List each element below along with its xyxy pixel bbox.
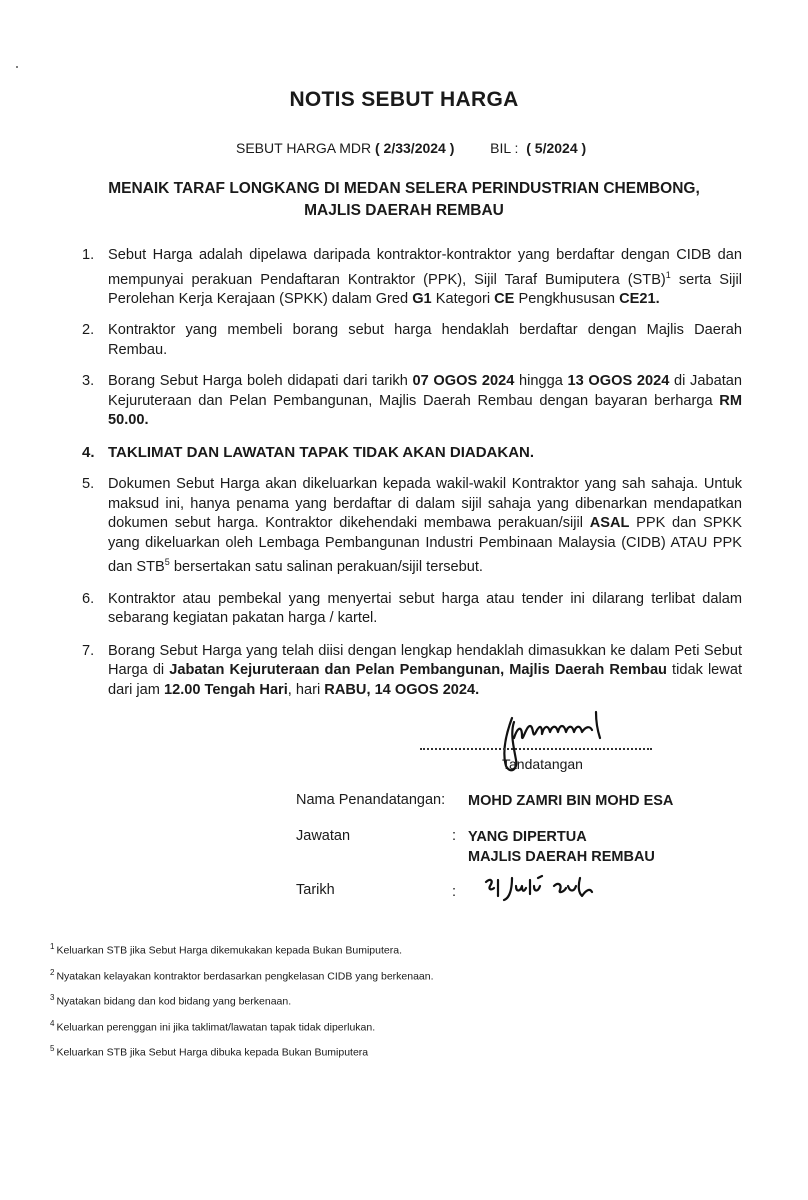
clause-text: tidak lewat dari jam bbox=[108, 662, 743, 698]
clause-number: 6. bbox=[82, 590, 95, 607]
clause-text: Borang Sebut Harga yang telah diisi dengan lengkap hendaklah dimasukkan ke dalam Peti Sebut Harga di bbox=[108, 642, 742, 679]
footnotes bbox=[50, 936, 434, 1064]
clause-number: 4. bbox=[82, 443, 95, 461]
clause-text: hingga bbox=[514, 373, 568, 390]
clause-text: Pengkhususan bbox=[514, 290, 620, 307]
position-colon: : bbox=[452, 828, 457, 844]
subject-heading bbox=[0, 178, 808, 222]
clause-text: Kategori bbox=[431, 290, 495, 307]
clause-text: bersertakan satu salinan perakuan/sijil tersebut. bbox=[169, 559, 483, 576]
clause-text: Sebut Harga adalah dipelawa daripada kontraktor-kontraktor yang berdaftar dengan CIDB dan mempunyai perakuan Pendaftaran Kontraktor (PPK), Sijil Taraf Bumiputera (STB) bbox=[108, 247, 742, 288]
footnote-5: $^5$ Keluarkan STB jika Sebut Harga dibuka kepada Bukan Bumiputera bbox=[50, 1044, 369, 1059]
signer-name-value: MOHD ZAMRI BIN MOHD ESA bbox=[468, 793, 674, 809]
clause-1 bbox=[82, 246, 742, 309]
clause-text: di Jabatan Kejuruteraan dan Pelan Pembangunan, Majlis Daerah Rembau dengan bayaran berharga bbox=[108, 373, 742, 409]
footnote-3: $^3$ Nyatakan bidang dan kod bidang yang berkenaan. bbox=[50, 993, 292, 1008]
date-from: 07 OGOS 2024 bbox=[412, 373, 515, 390]
document-title: NOTIS SEBUT HARGA bbox=[289, 88, 519, 111]
clause-text: PPK dan SPKK yang dikeluarkan oleh Lembaga Pembangunan Industri Pembinaan Malaysia (CIDB) ATAU PPK dan STB bbox=[108, 515, 742, 576]
footnote-4: $^4$ Keluarkan perenggan ini jika taklimat/lawatan tapak tidak diperlukan. bbox=[50, 1018, 376, 1033]
clause-7 bbox=[82, 642, 742, 701]
handwritten-date bbox=[480, 872, 600, 906]
clause-3 bbox=[82, 372, 742, 431]
clause-4 bbox=[82, 443, 742, 463]
position-line-1: YANG DIPERTUA bbox=[468, 829, 587, 845]
clause-6 bbox=[82, 590, 742, 629]
footnote-2: $^2$ Nyatakan kelayakan kontraktor berdasarkan pengkelasan CIDB yang berkenaan. bbox=[50, 967, 434, 982]
clause-text: Kontraktor yang membeli borang sebut harga hendaklah berdaftar dengan Majlis Daerah Rembau. bbox=[108, 322, 742, 358]
subject-line-2: MAJLIS DAERAH REMBAU bbox=[304, 202, 504, 219]
date-label: Tarikh bbox=[296, 882, 335, 898]
clause-text: Dokumen Sebut Harga akan dikeluarkan kepada wakil-wakil Kontraktor yang sah sahaja. Untuk maksud ini, hanya penama yang berdaftar di dalam sijil sahaja yang dibenarkan mendapatkan dokumen sebut harga. Kontraktor dikehendaki membawa perakuan/sijil bbox=[108, 476, 742, 532]
footnote-ref: 1 bbox=[665, 269, 671, 280]
footnote-1: $^1$ Keluarkan STB jika Sebut Harga dikemukakan kepada Bukan Bumiputera. bbox=[50, 942, 402, 957]
day-value: RABU, 14 OGOS 2024. bbox=[324, 681, 480, 698]
bil-value: ( 5/2024 ) bbox=[526, 140, 587, 156]
clause-number: 1. bbox=[82, 247, 95, 263]
clause-number: 7. bbox=[82, 642, 95, 659]
footnote-ref: 5 bbox=[164, 557, 170, 568]
signer-name-label: Nama Penandatangan: bbox=[296, 792, 446, 808]
date-colon: : bbox=[452, 884, 457, 900]
reference-line bbox=[236, 140, 586, 156]
signature-label: Tandatangan bbox=[502, 756, 583, 772]
position-value bbox=[468, 827, 655, 867]
position-label: Jawatan bbox=[296, 828, 351, 844]
clause-list bbox=[82, 246, 742, 700]
clause-text: Borang Sebut Harga boleh didapati dari tarikh bbox=[108, 373, 413, 390]
clause-number: 5. bbox=[82, 476, 95, 493]
price-value: RM 50.00. bbox=[108, 392, 742, 429]
clause-5 bbox=[82, 475, 742, 577]
date-to: 13 OGOS 2024 bbox=[567, 373, 670, 390]
asal-value: ASAL bbox=[589, 515, 630, 532]
kategori-value: CE bbox=[494, 290, 515, 307]
clause-text: Kontraktor atau pembekal yang menyertai sebut harga atau tender ini dilarang terlibat dalam sebarang kegiatan pakatan harga / kartel. bbox=[108, 590, 742, 627]
clause-number: 3. bbox=[82, 373, 95, 390]
clause-text: , hari bbox=[287, 681, 325, 698]
scan-speck bbox=[16, 66, 18, 68]
subject-line-1: MENAIK TARAF LONGKANG DI MEDAN SELERA PERINDUSTRIAN CHEMBONG, bbox=[108, 180, 700, 197]
clause-text: serta Sijil Perolehan Kerja Kerajaan (SPKK) dalam Gred bbox=[108, 271, 742, 307]
clause-text: TAKLIMAT DAN LAWATAN TAPAK TIDAK AKAN DIADAKAN. bbox=[108, 443, 535, 461]
ref-label: SEBUT HARGA MDR bbox=[236, 140, 372, 156]
gred-value: G1 bbox=[412, 290, 432, 307]
time-value: 12.00 Tengah Hari bbox=[163, 681, 288, 698]
ref-value: ( 2/33/2024 ) bbox=[375, 140, 455, 156]
bil-label: BIL : bbox=[490, 140, 519, 156]
clause-2 bbox=[82, 321, 742, 360]
signature-line bbox=[420, 748, 652, 750]
pengkhususan-value: CE21. bbox=[619, 290, 660, 307]
department-value: Jabatan Kejuruteraan dan Pelan Pembangunan, Majlis Daerah Rembau bbox=[169, 662, 667, 679]
position-line-2: MAJLIS DAERAH REMBAU bbox=[468, 849, 655, 865]
clause-number: 2. bbox=[82, 322, 95, 339]
